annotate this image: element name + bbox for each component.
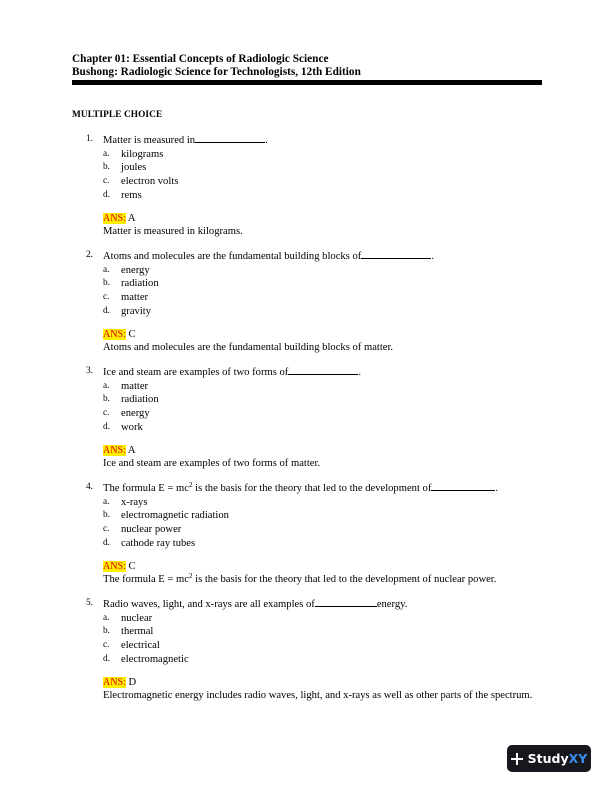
option-text: energy [121,264,150,276]
option-text: matter [121,380,149,392]
header-rule [72,80,542,85]
brand-name: StudyXY [527,751,588,766]
option-d [72,537,552,551]
options-list [72,264,552,319]
option-b [72,393,552,407]
question-number: 4. [86,482,93,492]
book-title: Bushong: Radiologic Science for Technologists, 12th Edition [72,66,361,78]
option-b [72,277,552,291]
option-c [72,407,552,421]
option-letter: b. [103,162,110,173]
option-letter: c. [103,524,110,535]
answer-line [72,676,552,690]
answer-explanation: Atoms and molecules are the fundamental building blocks of matter. [103,342,394,354]
option-letter: d. [103,421,110,432]
option-letter: a. [103,380,110,391]
option-text: radiation [121,278,159,290]
answer-value: D [128,676,137,688]
answer-value: A [127,212,136,224]
option-b [72,161,552,175]
options-list [72,612,552,667]
answer-blank [315,597,377,607]
option-text: cathode ray tubes [121,537,196,549]
option-letter: b. [103,394,110,405]
option-letter: d. [103,537,110,548]
option-c [72,291,552,305]
answer-value: C [128,560,136,572]
answer-label: ANS: [103,212,126,224]
option-text: work [121,421,143,433]
plus-icon [511,753,523,765]
option-c [72,639,552,653]
option-letter: d. [103,305,110,316]
answer-value: A [127,444,136,456]
option-d [72,305,552,319]
option-text: matter [121,292,149,304]
chapter-title: Chapter 01: Essential Concepts of Radiologic Science [72,53,329,65]
option-d [72,653,552,667]
option-a [72,496,552,510]
question-stem: 1. Matter is measured in . [86,134,268,146]
answer-line [72,560,552,574]
question-5 [72,597,552,703]
section-title: MULTIPLE CHOICE [72,110,163,120]
answer-explanation: Matter is measured in kilograms. [103,226,243,238]
answer-value: C [128,328,136,340]
option-letter: a. [103,264,110,275]
option-c [72,523,552,537]
option-letter: d. [103,189,110,200]
answer-blank [361,249,431,259]
question-stem: 2. Atoms and molecules are the fundamental building blocks of . [86,250,434,262]
question-number: 2. [86,250,93,260]
option-text: nuclear power [121,524,182,536]
option-text: electromagnetic radiation [121,510,229,522]
option-text: thermal [121,626,154,638]
question-number: 1. [86,134,93,144]
option-letter: b. [103,510,110,521]
option-letter: a. [103,496,110,507]
answer-line [72,212,552,226]
question-2 [72,249,552,355]
option-d [72,421,552,435]
option-b [72,625,552,639]
answer-explanation: Ice and steam are examples of two forms of matter. [103,458,321,470]
question-stem: 3. Ice and steam are examples of two forms of . [86,366,361,378]
option-text: radiation [121,394,159,406]
option-letter: a. [103,148,110,159]
option-letter: c. [103,408,110,419]
option-text: rems [121,189,142,201]
studyxy-badge[interactable] [507,745,591,772]
options-list [72,148,552,203]
option-letter: b. [103,278,110,289]
option-text: nuclear [121,612,153,624]
option-a [72,380,552,394]
option-text: energy [121,408,150,420]
option-a [72,612,552,626]
question-3 [72,365,552,471]
answer-line [72,328,552,342]
option-letter: a. [103,612,110,623]
option-text: x-rays [121,496,148,508]
answer-explanation: Electromagnetic energy includes radio waves, light, and x-rays as well as other parts of the spectrum. [103,690,533,702]
question-4 [72,481,552,587]
question-number: 5. [86,598,93,608]
option-text: electron volts [121,176,179,188]
option-text: electrical [121,640,160,652]
answer-line [72,444,552,458]
option-c [72,175,552,189]
option-text: joules [121,162,147,174]
question-number: 3. [86,366,93,376]
question-stem: 4. The formula $E = mc^2$ is the basis for the theory that led to the development of . [86,481,499,494]
option-text: gravity [121,305,152,317]
option-text: electromagnetic [121,653,189,665]
answer-label: ANS: [103,676,126,688]
option-a [72,264,552,278]
option-letter: c. [103,292,110,303]
option-a [72,148,552,162]
option-letter: c. [103,176,110,187]
options-list [72,380,552,435]
answer-blank [288,365,358,375]
question-stem: 5. Radio waves, light, and x-rays are all examples of energy. [86,598,408,610]
answer-blank [195,133,265,143]
option-d [72,189,552,203]
option-letter: c. [103,640,110,651]
answer-explanation: The formula $E = mc^2$ is the basis for the theory that led to the development of nuclear power. [103,572,497,586]
answer-label: ANS: [103,560,126,572]
answer-label: ANS: [103,444,126,456]
option-text: kilograms [121,148,164,160]
option-b [72,509,552,523]
option-letter: b. [103,626,110,637]
answer-label: ANS: [103,328,126,340]
question-1 [72,133,552,239]
answer-blank [431,481,495,491]
options-list [72,496,552,551]
document-header [72,53,532,79]
option-letter: d. [103,653,110,664]
